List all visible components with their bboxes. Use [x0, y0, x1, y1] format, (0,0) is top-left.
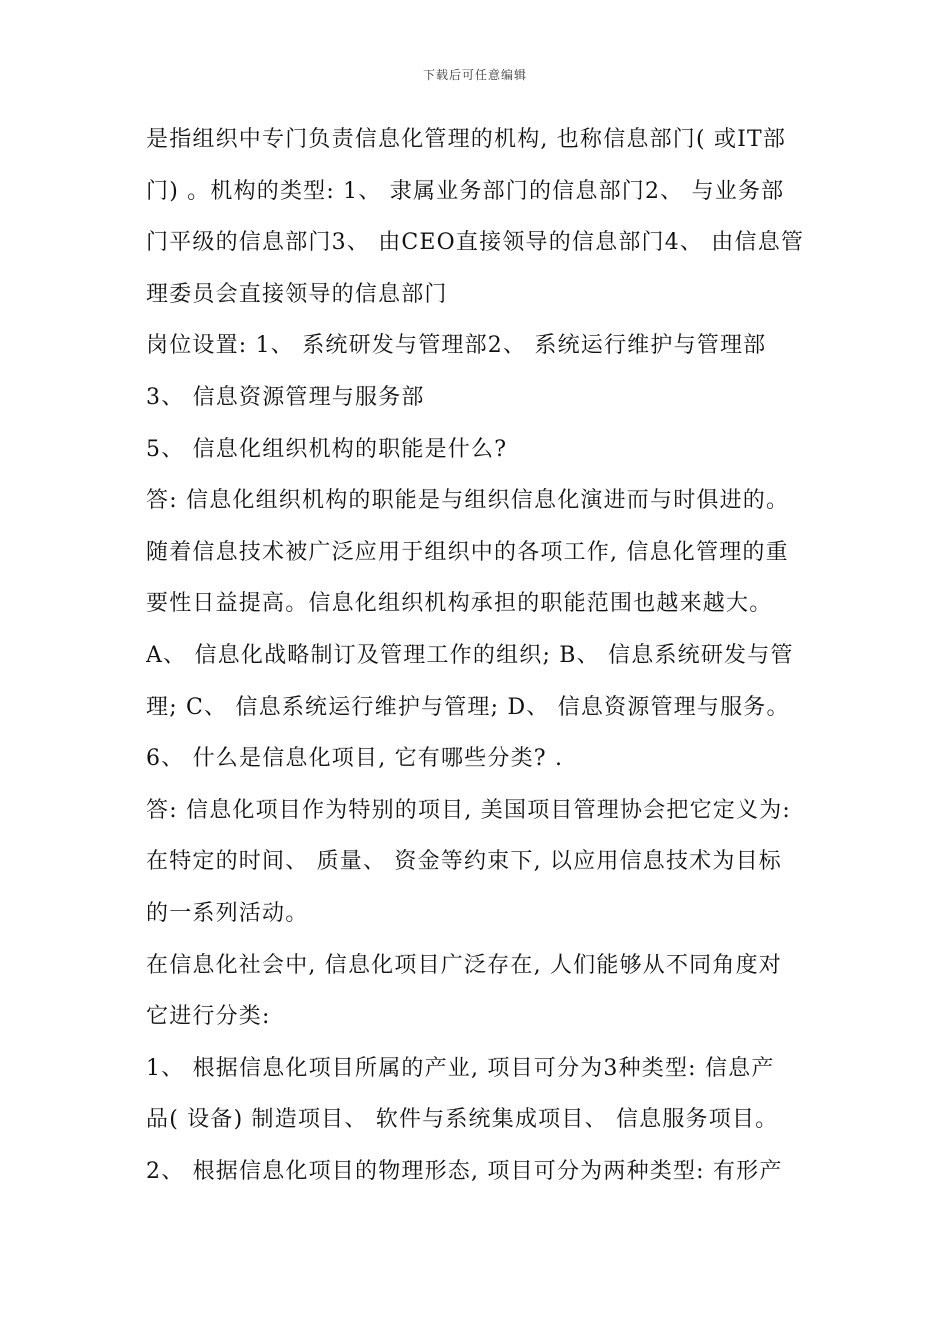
text-line: 岗位设置: 1、 系统研发与管理部2、 系统运行维护与管理部: [146, 333, 767, 359]
text-line: 答: 信息化组织机构的职能是与组织信息化演进而与时俱进的。: [146, 488, 790, 514]
document-body: [146, 114, 810, 1197]
text-line: 理; C、 信息系统运行维护与管理; D、 信息资源管理与服务。: [146, 694, 790, 720]
text-line: 2、 根据信息化项目的物理形态, 项目可分为两种类型: 有形产: [146, 1158, 783, 1184]
question-heading: 6、 什么是信息化项目, 它有哪些分类? .: [146, 746, 564, 772]
text-line: 在特定的时间、 质量、 资金等约束下, 以应用信息技术为目标: [146, 849, 782, 875]
text-line: 随着信息技术被广泛应用于组织中的各项工作, 信息化管理的重: [146, 539, 789, 565]
text-line: 答: 信息化项目作为特别的项目, 美国项目管理协会把它定义为:: [146, 797, 792, 823]
text-line: 是指组织中专门负责信息化管理的机构, 也称信息部门( 或IT部: [146, 127, 787, 152]
text-line: 它进行分类:: [146, 1004, 271, 1030]
text-line: 品( 设备) 制造项目、 软件与系统集成项目、 信息服务项目。: [146, 1107, 779, 1133]
page-header: 下载后可任意编辑: [422, 68, 527, 82]
text-line: 门) 。机构的类型: 1、 隶属业务部门的信息部门2、 与业务部: [146, 178, 785, 204]
text-line: 3、 信息资源管理与服务部: [146, 384, 425, 410]
text-line: 要性日益提高。信息化组织机构承担的职能范围也越来越大。: [146, 591, 773, 617]
text-line: 1、 根据信息化项目所属的产业, 项目可分为3种类型: 信息产: [146, 1055, 775, 1081]
text-line: A、 信息化战略制订及管理工作的组织; B、 信息系统研发与管: [146, 642, 794, 668]
text-line: 理委员会直接领导的信息部门: [146, 281, 448, 307]
text-line: 门平级的信息部门3、 由CEO直接领导的信息部门4、 由信息管: [146, 230, 805, 256]
text-line: 的一系列活动。: [146, 900, 309, 926]
question-heading: 5、 信息化组织机构的职能是什么?: [146, 436, 508, 462]
text-line: 在信息化社会中, 信息化项目广泛存在, 人们能够从不同角度对: [146, 952, 782, 978]
